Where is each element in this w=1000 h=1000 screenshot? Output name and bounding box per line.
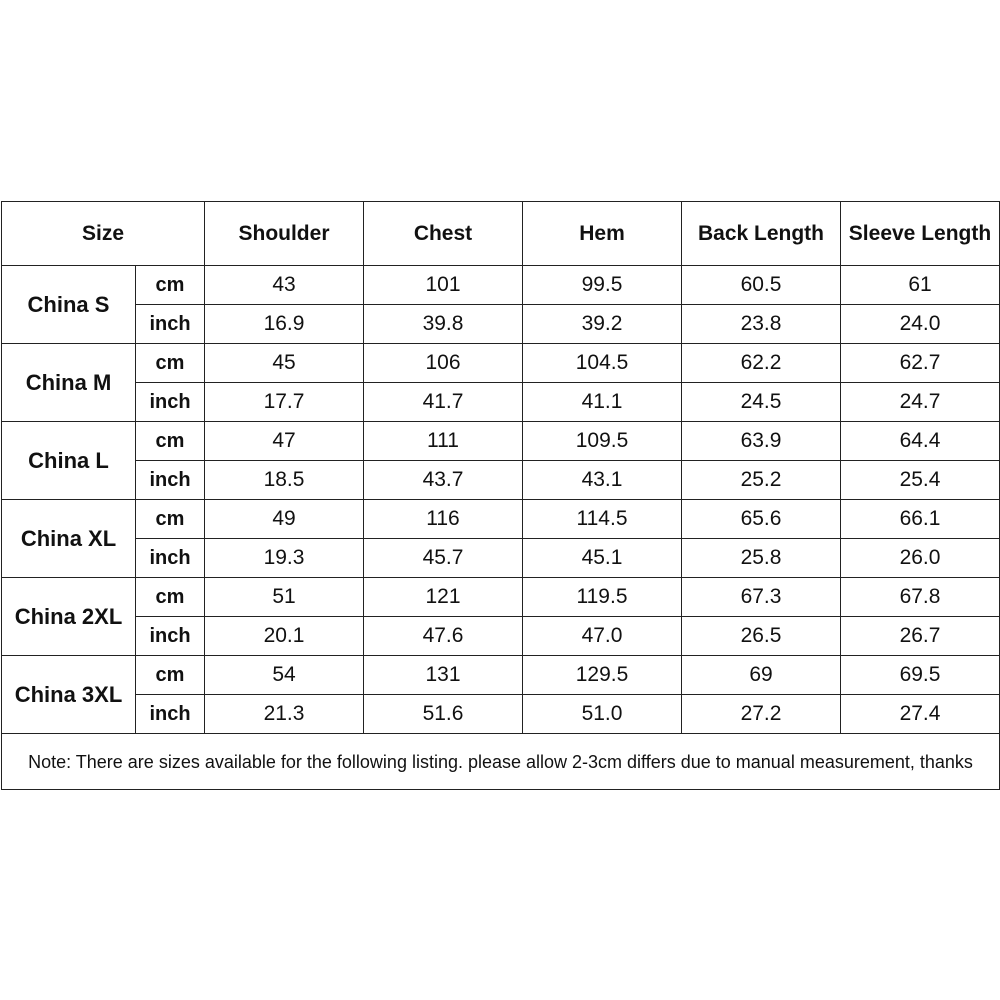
table-row	[2, 344, 1000, 383]
size-chart-table	[1, 201, 1000, 790]
shoulder-value: 19.3	[205, 539, 364, 578]
shoulder-value: 16.9	[205, 305, 364, 344]
unit-label: inch	[136, 695, 205, 734]
header-chest: Chest	[364, 202, 523, 266]
header-size: Size	[2, 202, 205, 266]
chest-value: 41.7	[364, 383, 523, 422]
note-text: Note: There are sizes available for the following listing. please allow 2-3cm differs due to manual measurement, thanks	[2, 734, 1000, 790]
unit-label: inch	[136, 305, 205, 344]
hem-value: 114.5	[523, 500, 682, 539]
hem-value: 109.5	[523, 422, 682, 461]
shoulder-value: 45	[205, 344, 364, 383]
sleeve-length-value: 67.8	[841, 578, 1000, 617]
sleeve-length-value: 64.4	[841, 422, 1000, 461]
chest-value: 45.7	[364, 539, 523, 578]
hem-value: 47.0	[523, 617, 682, 656]
unit-label: inch	[136, 617, 205, 656]
table-row	[2, 656, 1000, 695]
back-length-value: 25.8	[682, 539, 841, 578]
size-name: China S	[2, 266, 136, 344]
hem-value: 129.5	[523, 656, 682, 695]
shoulder-value: 49	[205, 500, 364, 539]
shoulder-value: 17.7	[205, 383, 364, 422]
shoulder-value: 43	[205, 266, 364, 305]
back-length-value: 63.9	[682, 422, 841, 461]
header-hem: Hem	[523, 202, 682, 266]
sleeve-length-value: 62.7	[841, 344, 1000, 383]
table-row	[2, 305, 1000, 344]
sleeve-length-value: 25.4	[841, 461, 1000, 500]
sleeve-length-value: 26.0	[841, 539, 1000, 578]
unit-label: inch	[136, 383, 205, 422]
back-length-value: 26.5	[682, 617, 841, 656]
hem-value: 45.1	[523, 539, 682, 578]
back-length-value: 69	[682, 656, 841, 695]
sleeve-length-value: 27.4	[841, 695, 1000, 734]
table-row	[2, 617, 1000, 656]
table-row	[2, 539, 1000, 578]
chest-value: 111	[364, 422, 523, 461]
unit-label: cm	[136, 422, 205, 461]
unit-label: cm	[136, 344, 205, 383]
table-row	[2, 578, 1000, 617]
hem-value: 41.1	[523, 383, 682, 422]
chest-value: 51.6	[364, 695, 523, 734]
chest-value: 121	[364, 578, 523, 617]
back-length-value: 65.6	[682, 500, 841, 539]
back-length-value: 62.2	[682, 344, 841, 383]
unit-label: cm	[136, 578, 205, 617]
shoulder-value: 54	[205, 656, 364, 695]
back-length-value: 23.8	[682, 305, 841, 344]
chest-value: 101	[364, 266, 523, 305]
size-name: China L	[2, 422, 136, 500]
sleeve-length-value: 61	[841, 266, 1000, 305]
header-sleeve-length: Sleeve Length	[841, 202, 1000, 266]
chest-value: 131	[364, 656, 523, 695]
sleeve-length-value: 26.7	[841, 617, 1000, 656]
chest-value: 39.8	[364, 305, 523, 344]
chest-value: 116	[364, 500, 523, 539]
unit-label: cm	[136, 656, 205, 695]
unit-label: cm	[136, 266, 205, 305]
hem-value: 104.5	[523, 344, 682, 383]
header-shoulder: Shoulder	[205, 202, 364, 266]
back-length-value: 27.2	[682, 695, 841, 734]
sleeve-length-value: 24.0	[841, 305, 1000, 344]
table-row	[2, 266, 1000, 305]
back-length-value: 24.5	[682, 383, 841, 422]
size-name: China M	[2, 344, 136, 422]
table-row	[2, 500, 1000, 539]
size-name: China 3XL	[2, 656, 136, 734]
unit-label: inch	[136, 461, 205, 500]
size-name: China 2XL	[2, 578, 136, 656]
sleeve-length-value: 69.5	[841, 656, 1000, 695]
shoulder-value: 47	[205, 422, 364, 461]
size-name: China XL	[2, 500, 136, 578]
back-length-value: 60.5	[682, 266, 841, 305]
shoulder-value: 51	[205, 578, 364, 617]
table-row	[2, 422, 1000, 461]
shoulder-value: 21.3	[205, 695, 364, 734]
hem-value: 43.1	[523, 461, 682, 500]
shoulder-value: 20.1	[205, 617, 364, 656]
header-row	[2, 202, 1000, 266]
back-length-value: 67.3	[682, 578, 841, 617]
hem-value: 119.5	[523, 578, 682, 617]
shoulder-value: 18.5	[205, 461, 364, 500]
table-row	[2, 461, 1000, 500]
sleeve-length-value: 66.1	[841, 500, 1000, 539]
unit-label: inch	[136, 539, 205, 578]
table-row	[2, 695, 1000, 734]
hem-value: 51.0	[523, 695, 682, 734]
sleeve-length-value: 24.7	[841, 383, 1000, 422]
hem-value: 39.2	[523, 305, 682, 344]
note-row	[2, 734, 1000, 790]
back-length-value: 25.2	[682, 461, 841, 500]
chest-value: 43.7	[364, 461, 523, 500]
chest-value: 47.6	[364, 617, 523, 656]
header-back-length: Back Length	[682, 202, 841, 266]
chest-value: 106	[364, 344, 523, 383]
unit-label: cm	[136, 500, 205, 539]
table-row	[2, 383, 1000, 422]
hem-value: 99.5	[523, 266, 682, 305]
